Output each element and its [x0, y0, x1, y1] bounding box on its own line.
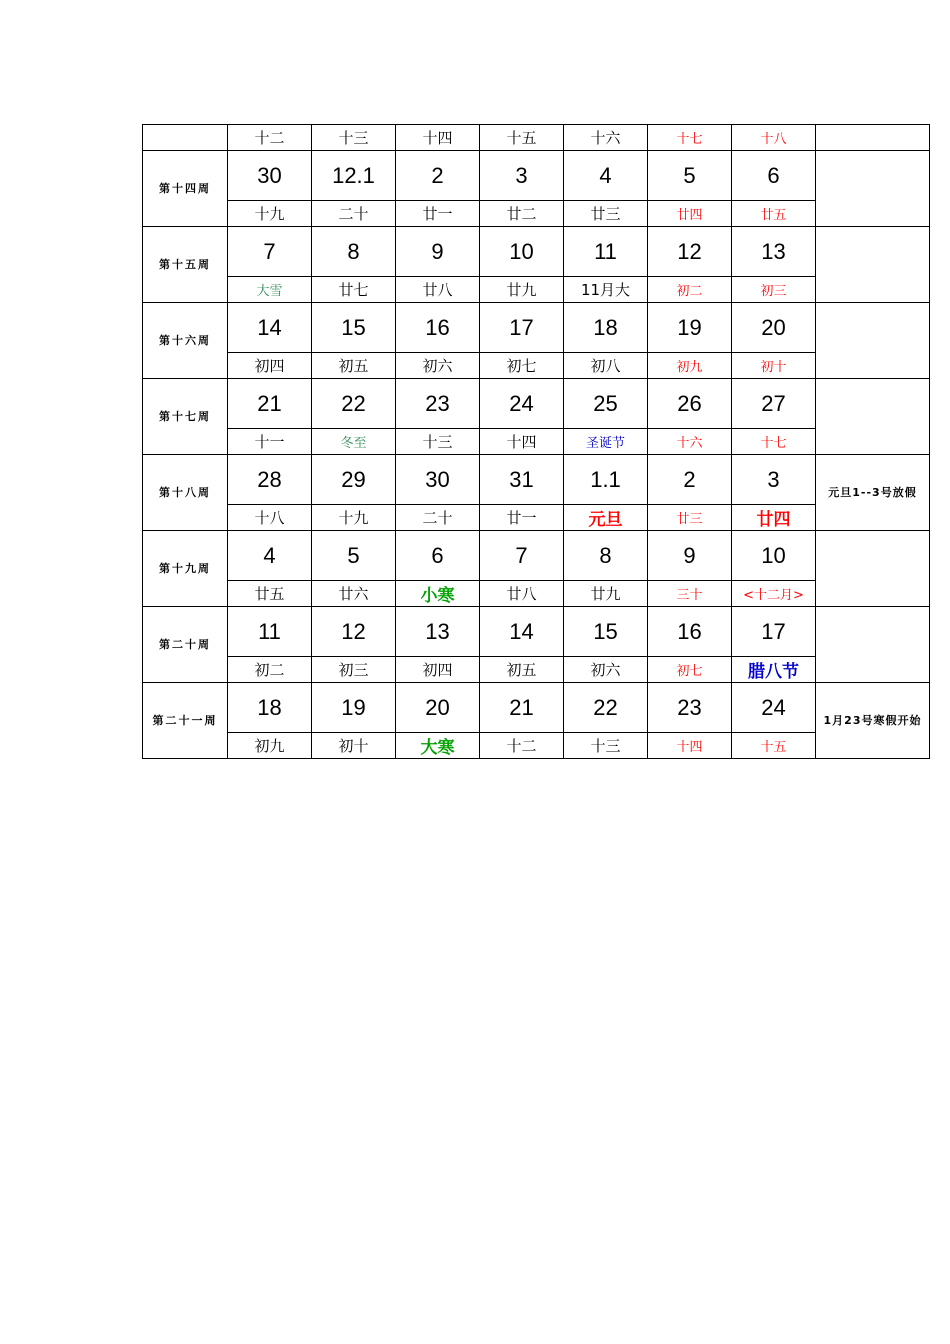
lunar-cell: 十七 [732, 429, 816, 455]
date-cell: 21 [228, 379, 312, 429]
week-label: 第十六周 [143, 303, 228, 379]
date-cell: 11 [228, 607, 312, 657]
date-cell: 30 [396, 455, 480, 505]
date-cell: 6 [396, 531, 480, 581]
lunar-cell: 初九 [648, 353, 732, 379]
week-note: 1月23号寒假开始 [816, 683, 930, 759]
date-cell: 9 [648, 531, 732, 581]
lunar-cell: 廿四 [732, 505, 816, 531]
lunar-cell: 二十 [396, 505, 480, 531]
header-blank-cell [143, 125, 228, 151]
week-date-row [143, 227, 930, 277]
week-date-row [143, 303, 930, 353]
lunar-cell: 廿五 [228, 581, 312, 607]
lunar-cell: 十三 [564, 733, 648, 759]
date-cell: 15 [564, 607, 648, 657]
date-cell: 18 [564, 303, 648, 353]
lunar-cell: 冬至 [312, 429, 396, 455]
date-cell: 29 [312, 455, 396, 505]
date-cell: 6 [732, 151, 816, 201]
date-cell: 7 [228, 227, 312, 277]
lunar-cell: 二十 [312, 201, 396, 227]
date-cell: 14 [480, 607, 564, 657]
week-date-row [143, 379, 930, 429]
date-cell: 11 [564, 227, 648, 277]
lunar-cell: 十八 [228, 505, 312, 531]
week-note [816, 151, 930, 227]
lunar-cell: 初五 [480, 657, 564, 683]
lunar-cell: 廿七 [312, 277, 396, 303]
lunar-cell: 廿六 [312, 581, 396, 607]
lunar-cell: 十三 [396, 429, 480, 455]
week-lunar-row [143, 505, 930, 531]
lunar-cell: 初十 [732, 353, 816, 379]
week-label: 第十四周 [143, 151, 228, 227]
week-date-row [143, 455, 930, 505]
date-cell: 13 [396, 607, 480, 657]
date-cell: 4 [564, 151, 648, 201]
lunar-cell: 廿二 [480, 201, 564, 227]
week-note [816, 531, 930, 607]
header-lunar-cell: 十二 [228, 125, 312, 151]
lunar-cell: 廿四 [648, 201, 732, 227]
lunar-cell: 十六 [648, 429, 732, 455]
date-cell: 18 [228, 683, 312, 733]
date-cell: 10 [732, 531, 816, 581]
week-label: 第十七周 [143, 379, 228, 455]
lunar-cell: 三十 [648, 581, 732, 607]
lunar-cell: 初三 [312, 657, 396, 683]
date-cell: 5 [312, 531, 396, 581]
date-cell: 4 [228, 531, 312, 581]
date-cell: 2 [648, 455, 732, 505]
lunar-cell: 初十 [312, 733, 396, 759]
lunar-cell: 初七 [648, 657, 732, 683]
week-lunar-row [143, 201, 930, 227]
lunar-cell: 元旦 [564, 505, 648, 531]
header-lunar-cell: 十七 [648, 125, 732, 151]
week-lunar-row [143, 657, 930, 683]
week-date-row [143, 531, 930, 581]
date-cell: 24 [480, 379, 564, 429]
header-lunar-cell: 十三 [312, 125, 396, 151]
week-label: 第二十一周 [143, 683, 228, 759]
week-date-row [143, 151, 930, 201]
date-cell: 21 [480, 683, 564, 733]
date-cell: 3 [732, 455, 816, 505]
header-lunar-cell: 十八 [732, 125, 816, 151]
date-cell: 8 [312, 227, 396, 277]
date-cell: 19 [648, 303, 732, 353]
date-cell: 26 [648, 379, 732, 429]
lunar-cell: 十二 [480, 733, 564, 759]
week-date-row [143, 683, 930, 733]
date-cell: 20 [396, 683, 480, 733]
lunar-cell: 初六 [564, 657, 648, 683]
week-lunar-row [143, 733, 930, 759]
week-note: 元旦1--3号放假 [816, 455, 930, 531]
date-cell: 1.1 [564, 455, 648, 505]
week-note [816, 303, 930, 379]
lunar-cell: 十九 [312, 505, 396, 531]
week-lunar-row [143, 277, 930, 303]
lunar-cell: 十一 [228, 429, 312, 455]
lunar-cell: 十五 [732, 733, 816, 759]
date-cell: 25 [564, 379, 648, 429]
date-cell: 27 [732, 379, 816, 429]
lunar-cell: 小寒 [396, 581, 480, 607]
week-label: 第二十周 [143, 607, 228, 683]
date-cell: 12.1 [312, 151, 396, 201]
date-cell: 16 [396, 303, 480, 353]
lunar-cell: 廿九 [480, 277, 564, 303]
date-cell: 15 [312, 303, 396, 353]
lunar-cell: 圣诞节 [564, 429, 648, 455]
date-cell: 23 [648, 683, 732, 733]
lunar-cell: 初七 [480, 353, 564, 379]
date-cell: 5 [648, 151, 732, 201]
date-cell: 31 [480, 455, 564, 505]
lunar-cell: 廿八 [396, 277, 480, 303]
date-cell: 2 [396, 151, 480, 201]
date-cell: 16 [648, 607, 732, 657]
date-cell: 17 [732, 607, 816, 657]
lunar-cell: 廿五 [732, 201, 816, 227]
date-cell: 23 [396, 379, 480, 429]
lunar-cell: 初二 [648, 277, 732, 303]
lunar-cell: 初四 [396, 657, 480, 683]
date-cell: 8 [564, 531, 648, 581]
lunar-cell: 初九 [228, 733, 312, 759]
header-note-blank-cell [816, 125, 930, 151]
week-note [816, 227, 930, 303]
lunar-cell: 初五 [312, 353, 396, 379]
week-note [816, 607, 930, 683]
lunar-cell: 初三 [732, 277, 816, 303]
lunar-cell: 11月大 [564, 277, 648, 303]
week-label: 第十九周 [143, 531, 228, 607]
header-lunar-cell: 十五 [480, 125, 564, 151]
date-cell: 9 [396, 227, 480, 277]
date-cell: 13 [732, 227, 816, 277]
lunar-cell: 十九 [228, 201, 312, 227]
week-label: 第十五周 [143, 227, 228, 303]
date-cell: 20 [732, 303, 816, 353]
date-cell: 28 [228, 455, 312, 505]
calendar-table [142, 124, 930, 759]
week-lunar-row [143, 429, 930, 455]
lunar-cell: 初六 [396, 353, 480, 379]
calendar-body [143, 125, 930, 759]
date-cell: 3 [480, 151, 564, 201]
date-cell: 14 [228, 303, 312, 353]
week-lunar-row [143, 353, 930, 379]
date-cell: 17 [480, 303, 564, 353]
header-lunar-cell: 十六 [564, 125, 648, 151]
lunar-cell: 初八 [564, 353, 648, 379]
date-cell: 12 [312, 607, 396, 657]
lunar-cell: 廿三 [564, 201, 648, 227]
lunar-cell: <十二月> [732, 581, 816, 607]
lunar-cell: 廿八 [480, 581, 564, 607]
lunar-cell: 初二 [228, 657, 312, 683]
lunar-cell: 大雪 [228, 277, 312, 303]
lunar-cell: 廿三 [648, 505, 732, 531]
lunar-cell: 腊八节 [732, 657, 816, 683]
date-cell: 10 [480, 227, 564, 277]
lunar-cell: 十四 [480, 429, 564, 455]
date-cell: 30 [228, 151, 312, 201]
date-cell: 7 [480, 531, 564, 581]
header-lunar-row [143, 125, 930, 151]
week-date-row [143, 607, 930, 657]
header-lunar-cell: 十四 [396, 125, 480, 151]
lunar-cell: 大寒 [396, 733, 480, 759]
week-note [816, 379, 930, 455]
date-cell: 12 [648, 227, 732, 277]
lunar-cell: 十四 [648, 733, 732, 759]
lunar-cell: 廿一 [480, 505, 564, 531]
week-label: 第十八周 [143, 455, 228, 531]
week-lunar-row [143, 581, 930, 607]
lunar-cell: 初四 [228, 353, 312, 379]
lunar-cell: 廿一 [396, 201, 480, 227]
lunar-cell: 廿九 [564, 581, 648, 607]
date-cell: 22 [564, 683, 648, 733]
date-cell: 22 [312, 379, 396, 429]
date-cell: 19 [312, 683, 396, 733]
date-cell: 24 [732, 683, 816, 733]
